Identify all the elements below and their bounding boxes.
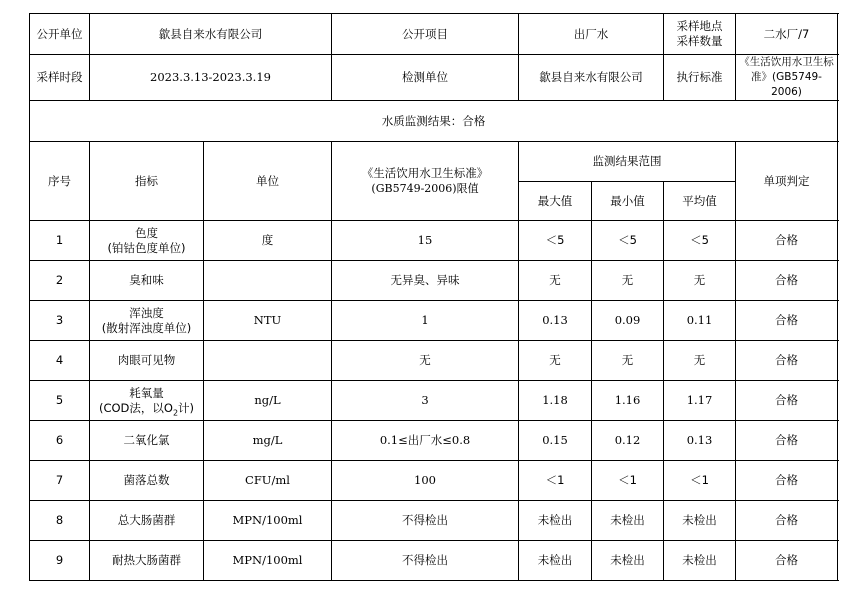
row-max: ＜1 — [519, 461, 592, 501]
table-row — [30, 381, 838, 421]
row-verdict: 合格 — [736, 261, 838, 301]
row-unit — [204, 341, 332, 381]
row-avg: 无 — [664, 341, 736, 381]
col-range: 监测结果范围 — [519, 142, 736, 182]
test-unit-value: 歙县自来水有限公司 — [519, 55, 664, 101]
row-min: 0.09 — [592, 301, 664, 341]
row-indicator-note-pre: (COD法，以O — [98, 400, 173, 415]
col-avg: 平均值 — [664, 182, 736, 221]
row-limit: 不得检出 — [332, 501, 519, 541]
row-max: ＜5 — [519, 221, 592, 261]
row-indicator-note-post: 计) — [178, 400, 195, 415]
row-min: 0.12 — [592, 421, 664, 461]
row-min: ＜1 — [592, 461, 664, 501]
table-row — [30, 301, 838, 341]
table-row — [30, 501, 838, 541]
row-indicator: 二氧化氯 — [90, 421, 204, 461]
row-avg: 1.17 — [664, 381, 736, 421]
row-indicator-note-sub: 2 — [172, 407, 179, 417]
col-max: 最大值 — [519, 182, 592, 221]
standard-value: 《生活饮用水卫生标准》(GB5749-2006) — [736, 55, 838, 101]
result-line: 水质监测结果：合格 — [30, 101, 838, 142]
row-indicator — [90, 221, 204, 261]
header-row-2 — [30, 55, 838, 101]
row-seq: 3 — [30, 301, 90, 341]
row-unit: CFU/ml — [204, 461, 332, 501]
sample-site-label-2: 采样数量 — [676, 34, 723, 48]
row-unit — [204, 261, 332, 301]
gk-unit-label: 公开单位 — [30, 14, 90, 55]
row-max: 未检出 — [519, 541, 592, 581]
row-avg: 未检出 — [664, 501, 736, 541]
test-unit-label: 检测单位 — [332, 55, 519, 101]
col-verdict: 单项判定 — [736, 142, 838, 221]
row-verdict: 合格 — [736, 541, 838, 581]
table-row — [30, 221, 838, 261]
row-unit: MPN/100ml — [204, 541, 332, 581]
row-verdict: 合格 — [736, 221, 838, 261]
row-min: 无 — [592, 341, 664, 381]
row-avg: 0.13 — [664, 421, 736, 461]
row-max: 未检出 — [519, 501, 592, 541]
row-avg: 未检出 — [664, 541, 736, 581]
row-verdict: 合格 — [736, 381, 838, 421]
row-unit: MPN/100ml — [204, 501, 332, 541]
row-indicator-note: (散射浑浊度单位) — [101, 320, 192, 335]
row-avg: ＜1 — [664, 461, 736, 501]
col-indicator: 指标 — [90, 142, 204, 221]
row-verdict: 合格 — [736, 341, 838, 381]
result-row — [30, 101, 838, 142]
header-row-1 — [30, 14, 838, 55]
row-unit: 度 — [204, 221, 332, 261]
table-row — [30, 421, 838, 461]
row-seq: 6 — [30, 421, 90, 461]
row-limit: 100 — [332, 461, 519, 501]
row-max: 无 — [519, 261, 592, 301]
row-min: 未检出 — [592, 541, 664, 581]
row-seq: 8 — [30, 501, 90, 541]
gk-item-value: 出厂水 — [519, 14, 664, 55]
table-row — [30, 261, 838, 301]
row-seq: 2 — [30, 261, 90, 301]
standard-label: 执行标准 — [664, 55, 736, 101]
row-min: 未检出 — [592, 501, 664, 541]
sample-site-value: 二水厂/7 — [736, 14, 838, 55]
row-avg: 无 — [664, 261, 736, 301]
sample-period-value: 2023.3.13-2023.3.19 — [90, 55, 332, 101]
col-limit-line1: 《生活饮用水卫生标准》 — [361, 166, 489, 180]
row-verdict: 合格 — [736, 421, 838, 461]
row-seq: 5 — [30, 381, 90, 421]
row-max: 0.13 — [519, 301, 592, 341]
col-unit: 单位 — [204, 142, 332, 221]
row-max: 无 — [519, 341, 592, 381]
row-limit: 无异臭、异味 — [332, 261, 519, 301]
sample-period-label: 采样时段 — [30, 55, 90, 101]
table-row — [30, 541, 838, 581]
row-indicator-name: 浑浊度 — [129, 305, 164, 320]
row-limit: 1 — [332, 301, 519, 341]
table-row — [30, 461, 838, 501]
row-limit: 3 — [332, 381, 519, 421]
row-indicator: 臭和味 — [90, 261, 204, 301]
row-max: 1.18 — [519, 381, 592, 421]
row-min: 无 — [592, 261, 664, 301]
row-seq: 9 — [30, 541, 90, 581]
col-seq: 序号 — [30, 142, 90, 221]
row-limit: 无 — [332, 341, 519, 381]
row-indicator-note — [99, 401, 194, 415]
row-indicator-name: 色度 — [135, 225, 158, 240]
table-row — [30, 341, 838, 381]
row-avg: ＜5 — [664, 221, 736, 261]
row-indicator: 耐热大肠菌群 — [90, 541, 204, 581]
row-unit: mg/L — [204, 421, 332, 461]
row-indicator: 菌落总数 — [90, 461, 204, 501]
row-indicator: 肉眼可见物 — [90, 341, 204, 381]
row-unit: ng/L — [204, 381, 332, 421]
sample-site-label — [664, 14, 736, 55]
row-avg: 0.11 — [664, 301, 736, 341]
row-verdict: 合格 — [736, 301, 838, 341]
sample-site-label-1: 采样地点 — [676, 19, 723, 33]
row-seq: 1 — [30, 221, 90, 261]
row-indicator: 总大肠菌群 — [90, 501, 204, 541]
row-min: 1.16 — [592, 381, 664, 421]
row-limit: 15 — [332, 221, 519, 261]
row-verdict: 合格 — [736, 501, 838, 541]
col-limit — [332, 142, 519, 221]
water-quality-report-table — [29, 13, 838, 581]
row-max: 0.15 — [519, 421, 592, 461]
gk-item-label: 公开项目 — [332, 14, 519, 55]
row-indicator-note: (铂钴色度单位) — [107, 240, 186, 255]
row-indicator — [90, 301, 204, 341]
column-header-row-1 — [30, 142, 838, 182]
row-seq: 7 — [30, 461, 90, 501]
row-limit: 0.1≤出厂水≤0.8 — [332, 421, 519, 461]
row-unit: NTU — [204, 301, 332, 341]
gk-unit-value: 歙县自来水有限公司 — [90, 14, 332, 55]
row-limit: 不得检出 — [332, 541, 519, 581]
row-verdict: 合格 — [736, 461, 838, 501]
row-min: ＜5 — [592, 221, 664, 261]
row-indicator — [90, 381, 204, 421]
col-min: 最小值 — [592, 182, 664, 221]
col-limit-line2: (GB5749-2006)限值 — [371, 182, 479, 195]
row-seq: 4 — [30, 341, 90, 381]
row-indicator-name: 耗氧量 — [129, 385, 164, 400]
